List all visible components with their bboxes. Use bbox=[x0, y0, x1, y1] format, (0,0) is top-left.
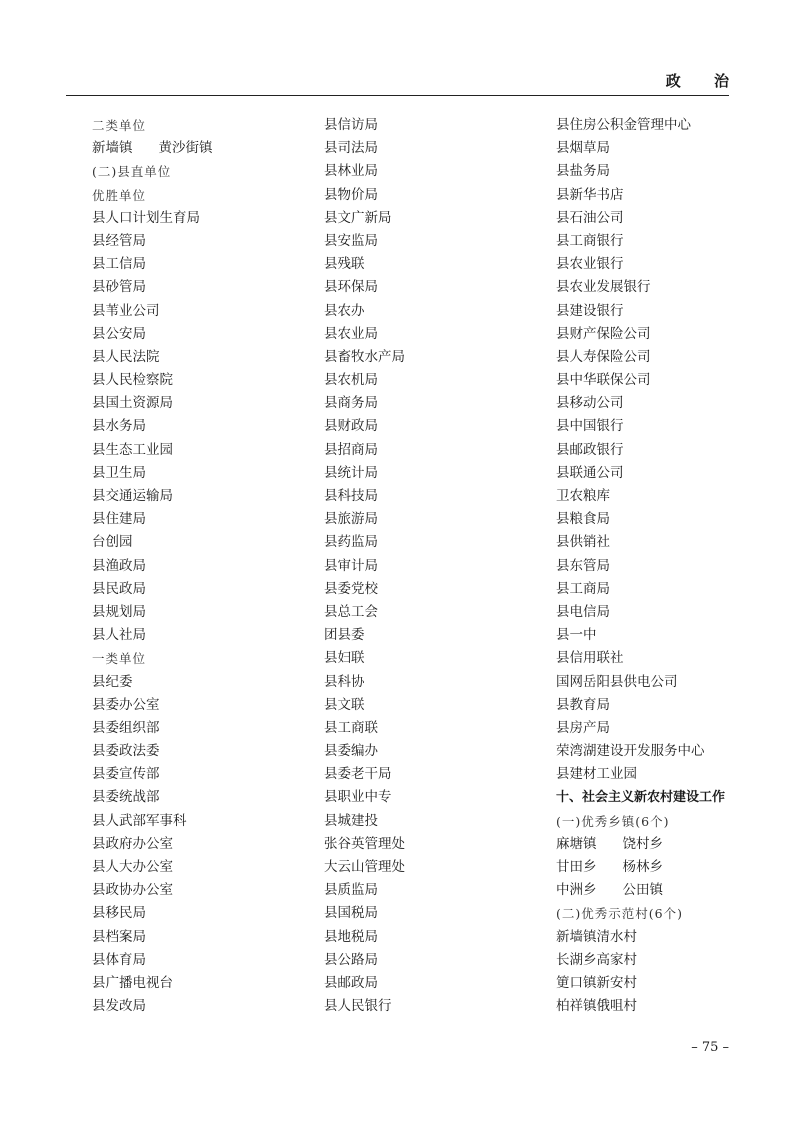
item-name: 县公安局 bbox=[92, 325, 146, 342]
item-name-second: 饶村乡 bbox=[622, 835, 663, 852]
list-item bbox=[92, 323, 213, 346]
list-item bbox=[324, 276, 405, 299]
list-item bbox=[324, 926, 405, 949]
item-name: 县建设银行 bbox=[556, 302, 624, 319]
item-name: 县烟草局 bbox=[556, 140, 610, 157]
item-name: 长湖乡高家村 bbox=[556, 951, 637, 968]
item-name: 县政协办公室 bbox=[92, 882, 173, 899]
item-name: 县水务局 bbox=[92, 418, 146, 435]
item-name: 县人民银行 bbox=[324, 998, 392, 1015]
item-name: 县城建投 bbox=[324, 812, 378, 829]
list-item bbox=[324, 786, 405, 809]
list-item bbox=[324, 995, 405, 1018]
item-name: 县住建局 bbox=[92, 511, 146, 528]
list-item bbox=[556, 439, 725, 462]
list-item bbox=[556, 624, 725, 647]
item-name: 台创园 bbox=[92, 534, 133, 551]
category-heading bbox=[92, 114, 213, 137]
list-item bbox=[556, 184, 725, 207]
list-item bbox=[324, 508, 405, 531]
item-name-second: 黄沙街镇 bbox=[158, 140, 213, 157]
item-name: 县物价局 bbox=[324, 186, 378, 203]
list-item bbox=[92, 624, 213, 647]
list-item bbox=[556, 717, 725, 740]
item-name: 县环保局 bbox=[324, 279, 378, 296]
item-name-second: 公田镇 bbox=[622, 882, 663, 899]
list-item bbox=[324, 810, 405, 833]
list-item bbox=[556, 995, 725, 1018]
item-name: 县信访局 bbox=[324, 117, 378, 133]
item-name: 县农业发展银行 bbox=[556, 279, 651, 296]
list-item bbox=[92, 833, 213, 856]
item-name: 二类单位 bbox=[92, 118, 147, 133]
category-heading bbox=[92, 184, 213, 207]
list-item bbox=[324, 763, 405, 786]
list-item bbox=[324, 485, 405, 508]
item-name: 县苇业公司 bbox=[92, 302, 160, 319]
item-name: 新墙镇清水村 bbox=[556, 928, 637, 945]
list-item bbox=[556, 647, 725, 670]
item-name: 县联通公司 bbox=[556, 464, 624, 481]
item-name: 县中华联保公司 bbox=[556, 372, 651, 389]
item-name: 十、社会主义新农村建设工作 bbox=[556, 790, 726, 806]
list-item bbox=[556, 879, 725, 902]
list-item bbox=[556, 485, 725, 508]
section-heading bbox=[556, 786, 725, 809]
item-name: 麻塘镇 bbox=[556, 835, 597, 852]
item-name: 县财产保险公司 bbox=[556, 325, 651, 342]
item-name: 县人寿保险公司 bbox=[556, 348, 651, 365]
list-item bbox=[556, 508, 725, 531]
item-name: 县残联 bbox=[324, 256, 365, 273]
list-item bbox=[92, 995, 213, 1018]
item-name: 县电信局 bbox=[556, 603, 610, 620]
list-item bbox=[92, 786, 213, 809]
item-name: 县邮政局 bbox=[324, 974, 378, 991]
item-name: 县总工会 bbox=[324, 603, 378, 620]
item-name: 县发改局 bbox=[92, 998, 146, 1015]
item-name: 县中国银行 bbox=[556, 418, 624, 435]
list-item bbox=[92, 856, 213, 879]
item-name: 柏祥镇俄咀村 bbox=[556, 998, 637, 1015]
list-item bbox=[324, 439, 405, 462]
list-item bbox=[324, 253, 405, 276]
list-item bbox=[92, 717, 213, 740]
item-name: 中洲乡 bbox=[556, 882, 597, 899]
list-item bbox=[324, 717, 405, 740]
item-name: 县委组织部 bbox=[92, 719, 160, 736]
list-item bbox=[92, 253, 213, 276]
list-item bbox=[324, 647, 405, 670]
list-item bbox=[556, 137, 725, 160]
list-item bbox=[324, 415, 405, 438]
list-item bbox=[556, 207, 725, 230]
list-item bbox=[92, 276, 213, 299]
item-name: 县住房公积金管理中心 bbox=[556, 117, 691, 133]
item-name: 县卫生局 bbox=[92, 464, 146, 481]
list-item bbox=[556, 671, 725, 694]
item-name: 县职业中专 bbox=[324, 789, 392, 806]
list-item bbox=[556, 856, 725, 879]
list-item bbox=[92, 926, 213, 949]
item-name: 县一中 bbox=[556, 627, 597, 644]
category-heading bbox=[556, 810, 725, 833]
list-item bbox=[324, 184, 405, 207]
list-item bbox=[556, 531, 725, 554]
list-item bbox=[324, 531, 405, 554]
item-name: 县经管局 bbox=[92, 232, 146, 249]
list-item bbox=[92, 508, 213, 531]
item-name: 县妇联 bbox=[324, 650, 365, 667]
list-item bbox=[92, 300, 213, 323]
category-heading bbox=[92, 160, 213, 183]
item-name: (二)优秀示范村(6个) bbox=[556, 906, 683, 922]
item-name: 县生态工业园 bbox=[92, 441, 173, 458]
item-name: 县人民法院 bbox=[92, 348, 160, 365]
item-name: 县司法局 bbox=[324, 140, 378, 157]
list-item bbox=[556, 694, 725, 717]
item-name: 张谷英管理处 bbox=[324, 835, 405, 852]
item-name: (二)县直单位 bbox=[92, 164, 172, 180]
list-item bbox=[92, 415, 213, 438]
list-item bbox=[324, 369, 405, 392]
list-item bbox=[556, 949, 725, 972]
list-item bbox=[92, 578, 213, 601]
item-name: 县信用联社 bbox=[556, 650, 624, 667]
item-name: 卫农粮库 bbox=[556, 488, 610, 504]
item-name: 县科技局 bbox=[324, 488, 378, 504]
item-name: 县移动公司 bbox=[556, 395, 624, 412]
list-item bbox=[324, 740, 405, 763]
list-item bbox=[92, 694, 213, 717]
item-name: 筻口镇新安村 bbox=[556, 974, 637, 991]
item-name: 团县委 bbox=[324, 627, 365, 644]
list-item bbox=[556, 833, 725, 856]
item-name: 县教育局 bbox=[556, 696, 610, 713]
item-name: 县人社局 bbox=[92, 627, 146, 644]
list-item bbox=[324, 462, 405, 485]
item-name: 县地税局 bbox=[324, 928, 378, 945]
item-name: 县体育局 bbox=[92, 951, 146, 968]
list-item bbox=[92, 230, 213, 253]
list-item bbox=[324, 392, 405, 415]
item-name: 县石油公司 bbox=[556, 209, 624, 226]
list-item bbox=[556, 346, 725, 369]
list-item bbox=[556, 555, 725, 578]
list-item bbox=[556, 926, 725, 949]
item-name: 县质监局 bbox=[324, 882, 378, 899]
list-item bbox=[92, 346, 213, 369]
list-item bbox=[324, 902, 405, 925]
item-name: 县渔政局 bbox=[92, 557, 146, 574]
item-name: 县砂管局 bbox=[92, 279, 146, 296]
item-name: 国网岳阳县供电公司 bbox=[556, 673, 678, 690]
item-name: 县盐务局 bbox=[556, 163, 610, 180]
item-name: 县招商局 bbox=[324, 441, 378, 458]
item-name: 县旅游局 bbox=[324, 511, 378, 528]
item-name: 大云山管理处 bbox=[324, 859, 405, 875]
item-name: 甘田乡 bbox=[556, 859, 597, 875]
item-name: 县工信局 bbox=[92, 256, 146, 273]
list-item bbox=[556, 114, 725, 137]
item-name: 县农机局 bbox=[324, 372, 378, 389]
list-item bbox=[92, 207, 213, 230]
item-name: 县科协 bbox=[324, 673, 365, 690]
item-name: 县文广新局 bbox=[324, 209, 392, 226]
list-item bbox=[556, 763, 725, 786]
list-item bbox=[324, 346, 405, 369]
list-item bbox=[324, 601, 405, 624]
list-item bbox=[92, 369, 213, 392]
item-name: 县政府办公室 bbox=[92, 835, 173, 852]
list-item bbox=[92, 137, 213, 160]
item-name: 县公路局 bbox=[324, 951, 378, 968]
list-item bbox=[92, 949, 213, 972]
list-item bbox=[324, 578, 405, 601]
list-item bbox=[324, 972, 405, 995]
item-name: 县供销社 bbox=[556, 534, 610, 551]
list-item bbox=[324, 671, 405, 694]
item-name: 县委办公室 bbox=[92, 696, 160, 713]
list-item bbox=[324, 114, 405, 137]
item-name-second: 杨林乡 bbox=[622, 859, 663, 875]
list-item bbox=[324, 160, 405, 183]
item-name: 县建材工业园 bbox=[556, 766, 637, 783]
category-heading bbox=[92, 647, 213, 670]
item-name: 优胜单位 bbox=[92, 187, 147, 203]
item-name: 县畜牧水产局 bbox=[324, 348, 405, 365]
item-name: 县人武部军事科 bbox=[92, 812, 187, 829]
page-number: – 75 – bbox=[691, 1040, 729, 1055]
item-name: 县委宣传部 bbox=[92, 766, 160, 783]
list-item bbox=[324, 230, 405, 253]
item-name: 县东管局 bbox=[556, 557, 610, 574]
item-name: 县统计局 bbox=[324, 464, 378, 481]
list-item bbox=[556, 160, 725, 183]
item-name: 县民政局 bbox=[92, 580, 146, 597]
item-name: 县粮食局 bbox=[556, 511, 610, 528]
list-item bbox=[556, 578, 725, 601]
item-name: 县财政局 bbox=[324, 418, 378, 435]
item-name: 县委政法委 bbox=[92, 743, 160, 760]
section-title: 政 治 bbox=[665, 72, 743, 90]
item-name: 县国税局 bbox=[324, 905, 378, 922]
item-name: 县纪委 bbox=[92, 673, 133, 690]
list-column-2 bbox=[324, 114, 405, 1018]
list-item bbox=[92, 485, 213, 508]
list-item bbox=[92, 671, 213, 694]
list-item bbox=[92, 763, 213, 786]
item-name: 一类单位 bbox=[92, 651, 147, 667]
list-item bbox=[324, 207, 405, 230]
item-name: 县工商局 bbox=[556, 580, 610, 597]
list-item bbox=[324, 300, 405, 323]
list-item bbox=[556, 415, 725, 438]
item-name: 县国土资源局 bbox=[92, 395, 173, 412]
list-item bbox=[556, 462, 725, 485]
item-name: 新墙镇 bbox=[92, 140, 133, 157]
item-name: 县新华书店 bbox=[556, 186, 624, 203]
item-name: 县药监局 bbox=[324, 534, 378, 551]
list-item bbox=[324, 856, 405, 879]
list-item bbox=[92, 740, 213, 763]
list-item bbox=[324, 833, 405, 856]
item-name: 县移民局 bbox=[92, 905, 146, 922]
item-name: 县农办 bbox=[324, 302, 365, 319]
list-item bbox=[556, 740, 725, 763]
list-item bbox=[324, 694, 405, 717]
list-column-3 bbox=[556, 114, 725, 1018]
list-item bbox=[556, 230, 725, 253]
list-item bbox=[92, 555, 213, 578]
list-item bbox=[92, 902, 213, 925]
item-name: 县广播电视台 bbox=[92, 974, 173, 991]
item-name: 县文联 bbox=[324, 696, 365, 713]
list-item bbox=[324, 624, 405, 647]
item-name: 县林业局 bbox=[324, 163, 378, 180]
list-item bbox=[324, 879, 405, 902]
list-item bbox=[324, 137, 405, 160]
item-name: 荣湾湖建设开发服务中心 bbox=[556, 743, 705, 760]
item-name: 县工商银行 bbox=[556, 232, 624, 249]
list-item bbox=[92, 439, 213, 462]
item-name: 县委党校 bbox=[324, 580, 378, 597]
list-item bbox=[324, 949, 405, 972]
header-rule bbox=[66, 95, 729, 96]
list-item bbox=[556, 392, 725, 415]
list-item bbox=[92, 531, 213, 554]
list-item bbox=[92, 601, 213, 624]
item-name: 县委统战部 bbox=[92, 789, 160, 806]
list-item bbox=[556, 300, 725, 323]
item-name: 县人口计划生育局 bbox=[92, 209, 200, 226]
item-name: 县农业银行 bbox=[556, 256, 624, 273]
list-item bbox=[324, 323, 405, 346]
item-name: 县审计局 bbox=[324, 557, 378, 574]
item-name: 县规划局 bbox=[92, 603, 146, 620]
item-name: 县商务局 bbox=[324, 395, 378, 412]
item-name: 县人民检察院 bbox=[92, 372, 173, 389]
list-item bbox=[92, 810, 213, 833]
item-name: 县委编办 bbox=[324, 743, 378, 760]
list-item bbox=[556, 276, 725, 299]
item-name: 县档案局 bbox=[92, 928, 146, 945]
item-name: 县农业局 bbox=[324, 325, 378, 342]
list-column-1 bbox=[92, 114, 213, 1018]
list-item bbox=[556, 323, 725, 346]
item-name: 县委老干局 bbox=[324, 766, 392, 783]
list-item bbox=[92, 392, 213, 415]
item-name: 县邮政银行 bbox=[556, 441, 624, 458]
list-item bbox=[92, 972, 213, 995]
category-heading bbox=[556, 902, 725, 925]
list-item bbox=[92, 462, 213, 485]
item-name: (一)优秀乡镇(6个) bbox=[556, 813, 670, 829]
list-item bbox=[556, 253, 725, 276]
item-name: 县工商联 bbox=[324, 719, 378, 736]
item-name: 县人大办公室 bbox=[92, 859, 173, 875]
list-item bbox=[556, 601, 725, 624]
item-name: 县安监局 bbox=[324, 232, 378, 249]
item-name: 县房产局 bbox=[556, 719, 610, 736]
item-name: 县交通运输局 bbox=[92, 488, 173, 504]
list-item bbox=[556, 369, 725, 392]
list-item bbox=[324, 555, 405, 578]
list-item bbox=[556, 972, 725, 995]
list-item bbox=[92, 879, 213, 902]
